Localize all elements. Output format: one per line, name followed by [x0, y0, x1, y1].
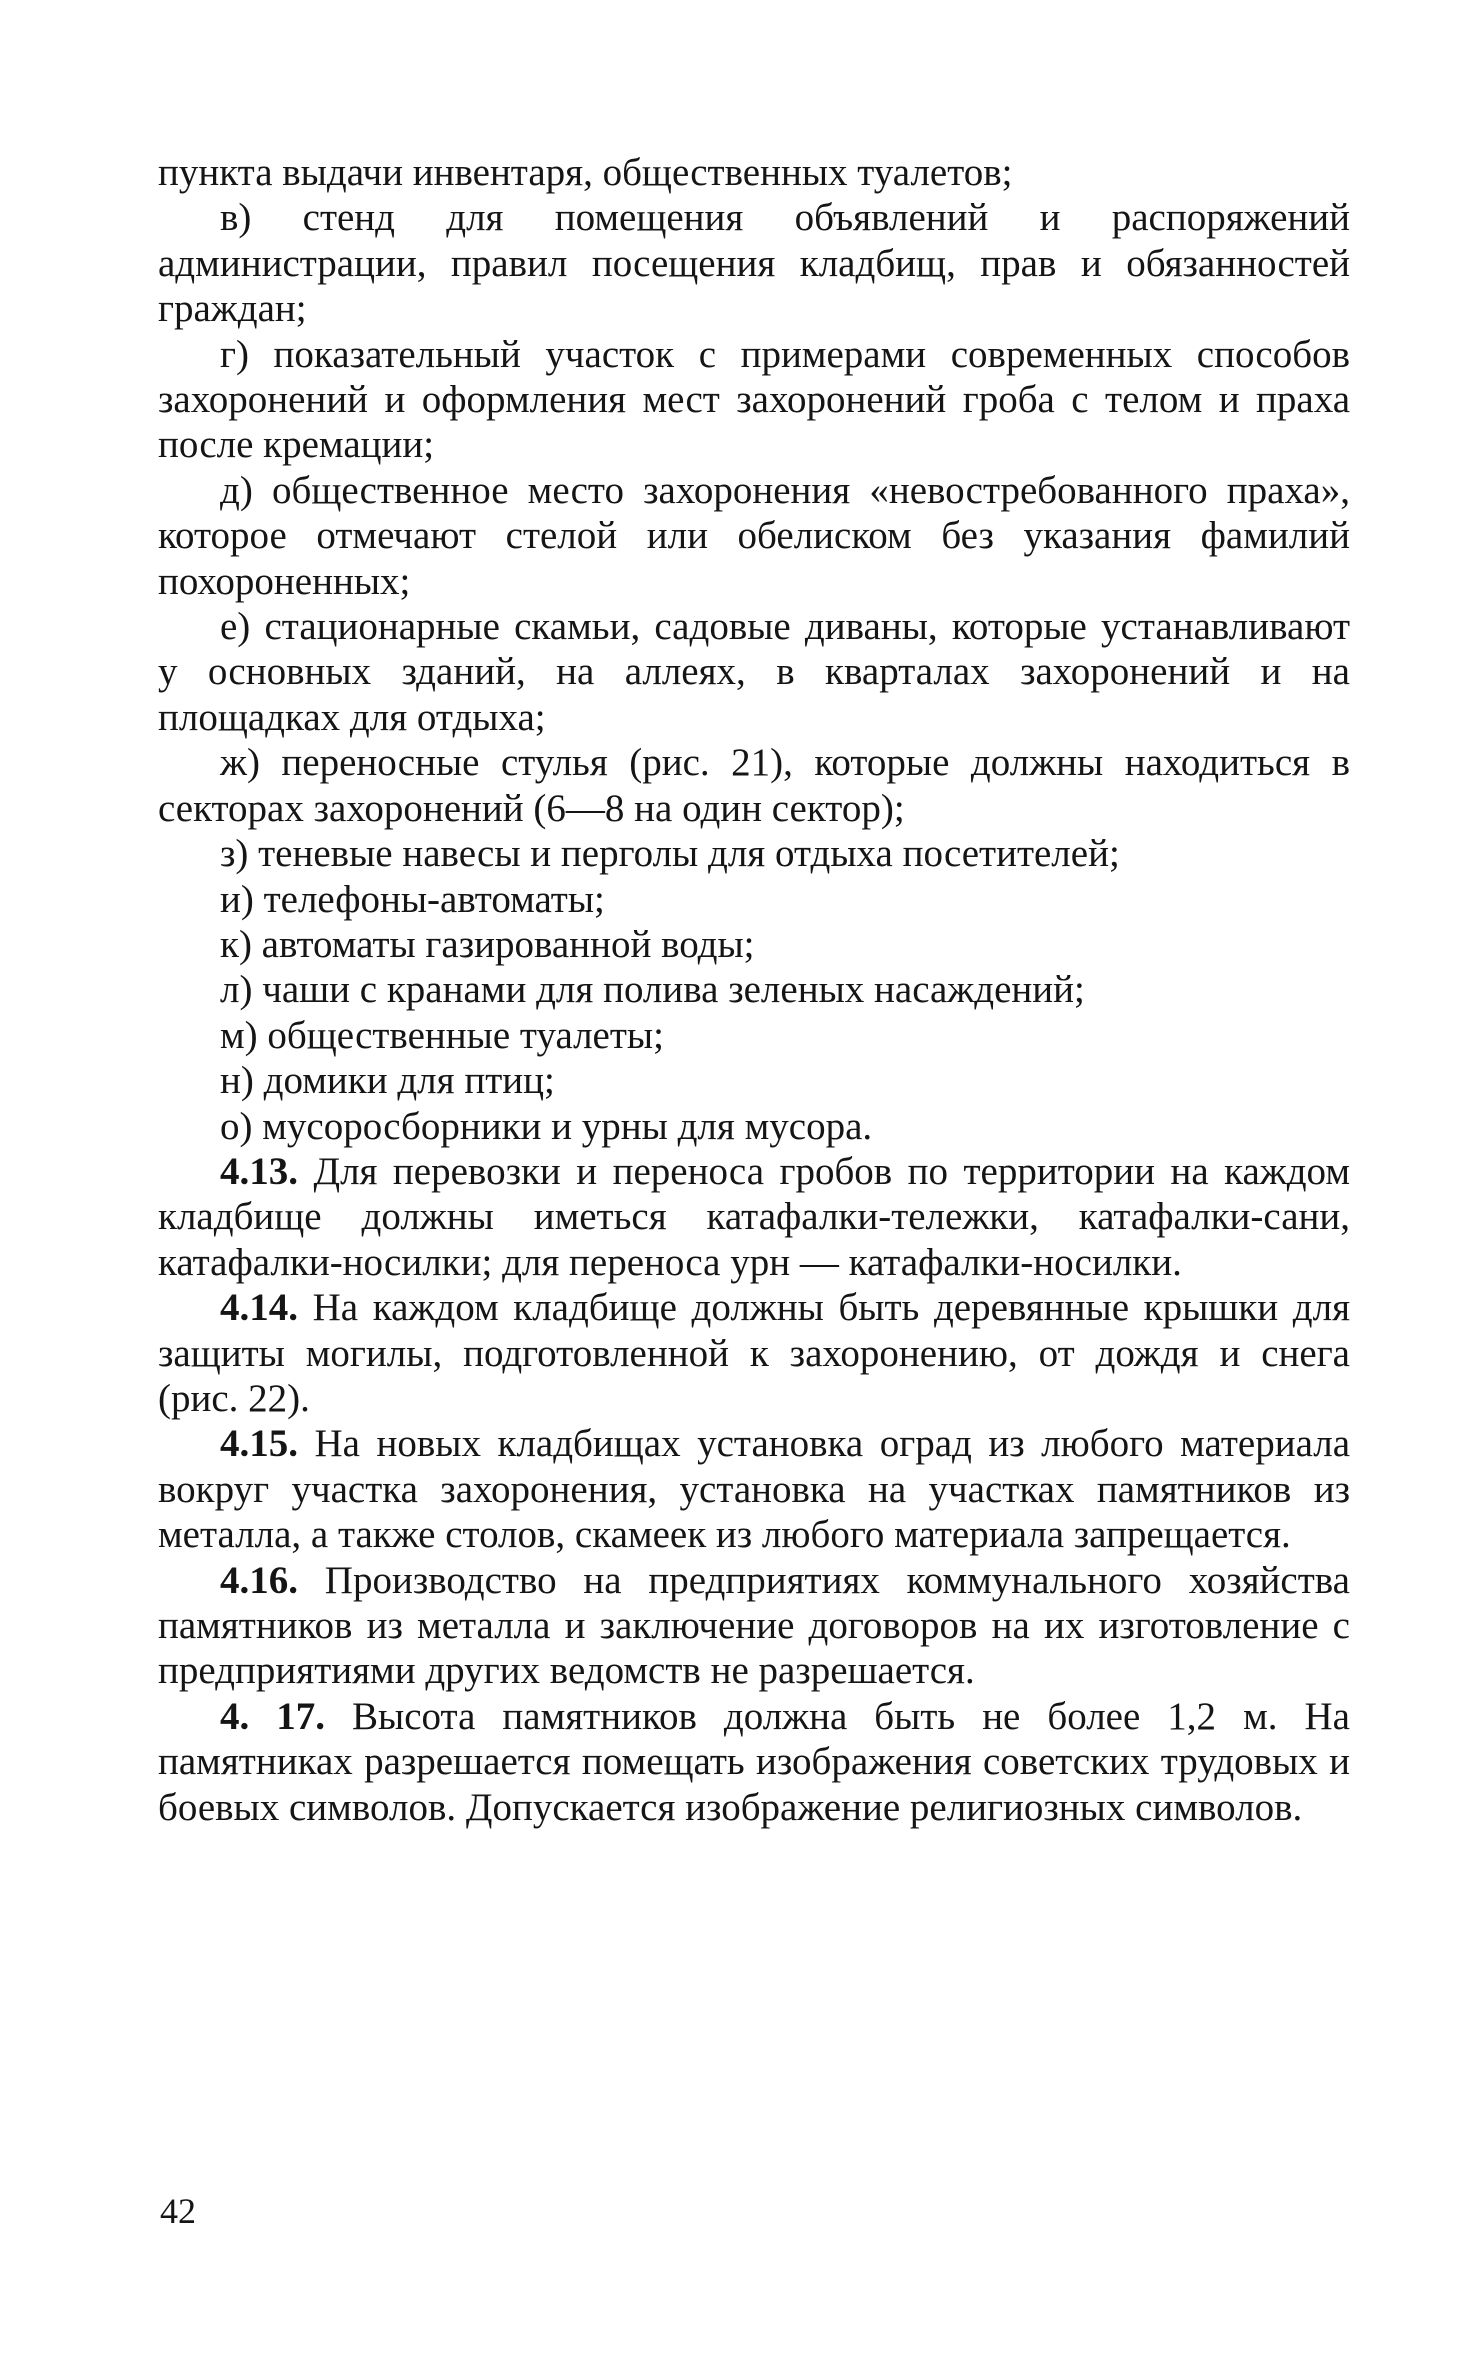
- section-text: Для перевозки и переноса гробов по территории на каждом кладбище должны иметься катафалки-тележки, катафалки-сани, катафалки-носилки; для переноса урн — катафалки-носилки.: [158, 1149, 1350, 1284]
- list-item-g: г) показательный участок с примерами современных способов захоронений и оформления мест захоронений гроба с телом и праха после кремации;: [158, 332, 1350, 467]
- list-item-d: д) общественное место захоронения «невостребованного праха», которое отмечают стелой или обелиском без указания фамилий похороненных;: [158, 468, 1350, 603]
- section-number: 4.14.: [220, 1286, 298, 1330]
- section-text: Высота памятников должна быть не более 1,2 м. На памятниках разрешается помещать изображения советских трудовых и боевых символов. Допускается изображение религиозных символов.: [158, 1694, 1350, 1829]
- section-number: 4.15.: [220, 1422, 298, 1466]
- list-item-e: е) стационарные скамьи, садовые диваны, которые устанавливают у основных зданий, на аллеях, в кварталах захоронений и на площадках для отдыха;: [158, 605, 1350, 739]
- list-item-z: з) теневые навесы и перголы для отдыха посетителей;: [220, 832, 1120, 876]
- list-item-o: о) мусоросборники и урны для мусора.: [220, 1104, 873, 1148]
- list-item-v: в) стенд для помещения объявлений и распоряжений администрации, правил посещения кладбищ, прав и обязанностей граждан;: [158, 196, 1350, 331]
- list-item-l: л) чаши с кранами для полива зеленых насаждений;: [220, 968, 1085, 1012]
- section-text: На новых кладбищах установка оград из любого материала вокруг участка захоронения, установка на участках памятников из металла, а также столов, скамеек из любого материала запрещается.: [158, 1422, 1350, 1557]
- section-number: 4.16.: [220, 1558, 298, 1602]
- section-number: 4.13.: [220, 1149, 298, 1193]
- list-item-k: к) автоматы газированной воды;: [220, 922, 755, 966]
- section-text: Производство на предприятиях коммунального хозяйства памятников из металла и заключение договоров на их изготовление с предприятиями других ведомств не разрешается.: [158, 1558, 1350, 1693]
- section-text: На каждом кладбище должны быть деревянные крышки для защиты могилы, подготовленной к захоронению, от дождя и снега (рис. 22).: [158, 1286, 1351, 1420]
- page-body: [158, 150, 1350, 1830]
- paragraph-continuation: пункта выдачи инвентаря, общественных туалетов;: [158, 151, 1013, 194]
- section-4-16: [158, 1558, 1350, 1694]
- section-4-14: [158, 1285, 1350, 1421]
- section-number: 4. 17.: [220, 1694, 326, 1738]
- list-item-m: м) общественные туалеты;: [220, 1013, 664, 1057]
- section-4-13: [158, 1149, 1350, 1285]
- section-4-17: [158, 1694, 1350, 1830]
- section-4-15: [158, 1421, 1350, 1557]
- list-item-n: н) домики для птиц;: [220, 1059, 555, 1103]
- page-number: 42: [160, 2191, 196, 2231]
- list-item-zh: ж) переносные стулья (рис. 21), которые должны находиться в секторах захоронений (6—8 на один сектор);: [158, 741, 1350, 830]
- list-item-i: и) телефоны-автоматы;: [220, 877, 605, 921]
